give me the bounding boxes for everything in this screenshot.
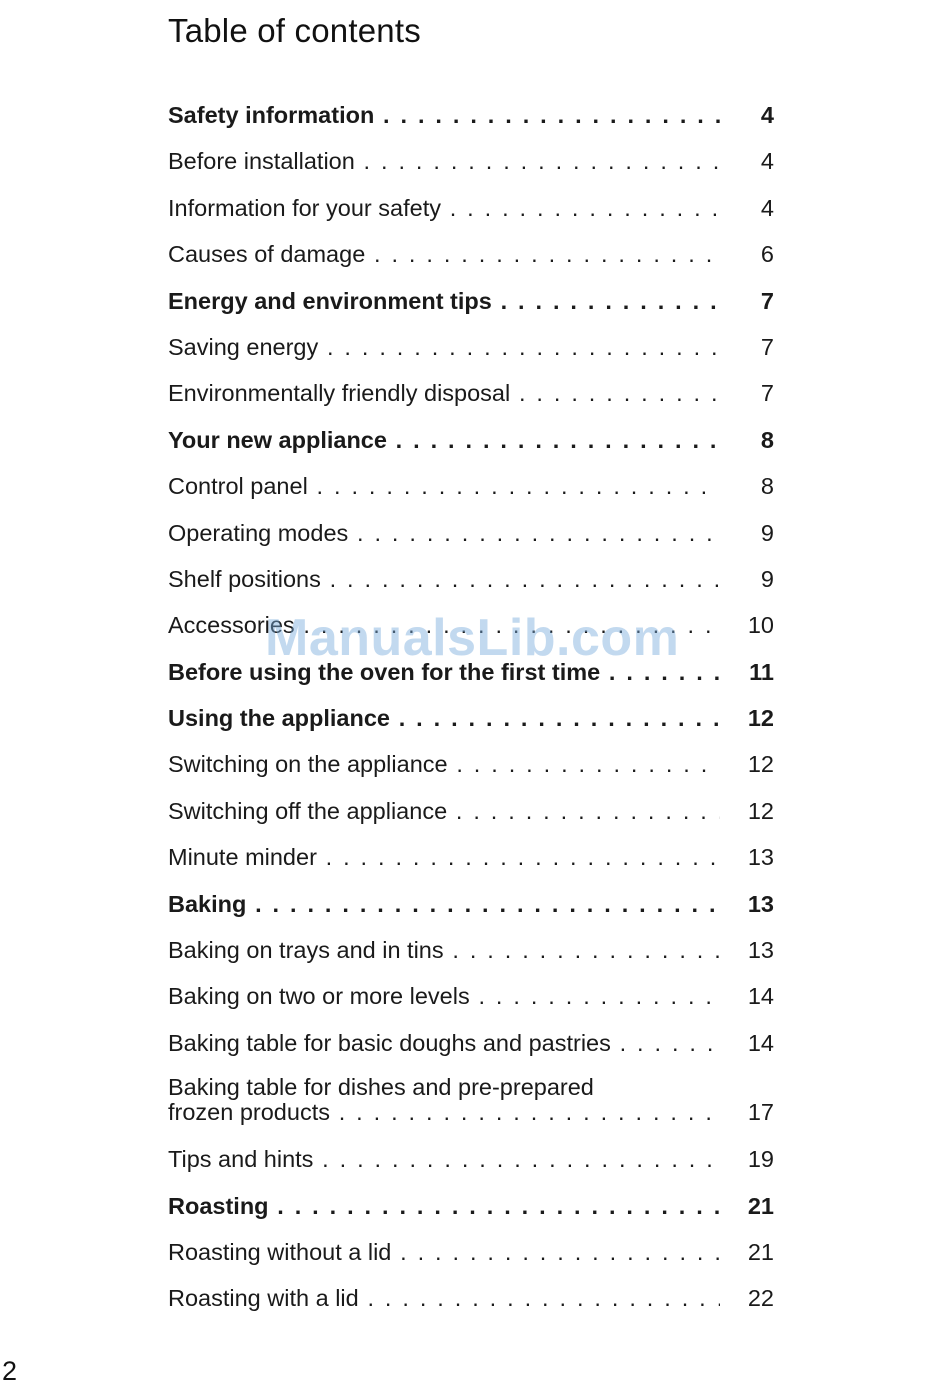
toc-entry-title: Tips and hints . . . bbox=[168, 1139, 720, 1179]
toc-entry-title: Accessories . . . bbox=[168, 605, 720, 645]
toc-entry-title: Energy and environment tips . . . bbox=[168, 281, 720, 321]
toc-entry-page-number: 14 bbox=[747, 1029, 774, 1056]
toc-entry-page-number: 17 bbox=[747, 1099, 774, 1126]
toc-entry-page-number: 7 bbox=[760, 287, 774, 314]
toc-entry-title: Roasting with a lid . . . bbox=[168, 1278, 720, 1318]
toc-entry[interactable] bbox=[168, 234, 774, 280]
toc-entry[interactable] bbox=[168, 1186, 774, 1232]
toc-entry-page-number: 13 bbox=[747, 844, 774, 871]
toc-entry[interactable] bbox=[168, 930, 774, 976]
toc-entry-title: Saving energy . . . bbox=[168, 327, 720, 367]
toc-entry[interactable] bbox=[168, 1278, 774, 1324]
toc-entry[interactable] bbox=[168, 884, 774, 930]
toc-entry[interactable] bbox=[168, 652, 774, 698]
toc-entry[interactable] bbox=[168, 837, 774, 883]
toc-entry[interactable] bbox=[168, 188, 774, 234]
toc-entry[interactable] bbox=[168, 1023, 774, 1069]
watermark: ManualsLib.com bbox=[265, 609, 680, 667]
toc-entry[interactable] bbox=[168, 1232, 774, 1278]
page-title: Table of contents bbox=[168, 12, 421, 49]
toc-entry-page-number: 4 bbox=[760, 102, 774, 128]
toc-entry-page-number: 12 bbox=[747, 705, 774, 732]
table-of-contents bbox=[168, 95, 774, 1325]
toc-entry[interactable] bbox=[168, 744, 774, 790]
toc-entry-page-number: 8 bbox=[760, 473, 774, 500]
toc-entry-page-number: 19 bbox=[747, 1146, 774, 1173]
toc-entry-page-number: 21 bbox=[747, 1192, 774, 1219]
toc-entry-page-number: 22 bbox=[747, 1285, 774, 1312]
toc-entry-page-number: 4 bbox=[760, 148, 774, 175]
toc-entry-page-number: 4 bbox=[760, 194, 774, 221]
toc-entry-page-number: 21 bbox=[747, 1238, 774, 1265]
toc-entry-page-number: 8 bbox=[760, 426, 774, 453]
toc-entry-title: Safety information . . . bbox=[168, 95, 720, 135]
toc-entry[interactable] bbox=[168, 559, 774, 605]
toc-entry-title: Before installation . . . bbox=[168, 141, 720, 181]
toc-entry-title: Roasting . . . bbox=[168, 1186, 720, 1226]
toc-entry-page-number: 9 bbox=[760, 565, 774, 592]
toc-entry-title: Baking table for basic doughs and pastries . . . bbox=[168, 1023, 720, 1063]
toc-entry-title-continued: frozen products . . . bbox=[168, 1094, 720, 1131]
toc-entry-title: Your new appliance . . . bbox=[168, 420, 720, 460]
toc-entry-page-number: 13 bbox=[747, 890, 774, 917]
toc-entry[interactable] bbox=[168, 513, 774, 559]
toc-entry-page-number: 11 bbox=[749, 658, 774, 685]
toc-entry-title: Information for your safety . . . bbox=[168, 188, 720, 228]
page-number: 2 bbox=[2, 1356, 18, 1386]
toc-entry-title: Switching off the appliance . . . bbox=[168, 791, 720, 831]
toc-entry[interactable] bbox=[168, 373, 774, 419]
toc-entry-page-number: 7 bbox=[760, 380, 774, 407]
toc-entry-title: Causes of damage . . . bbox=[168, 234, 720, 274]
toc-entry[interactable] bbox=[168, 327, 774, 373]
toc-entry[interactable] bbox=[168, 698, 774, 744]
toc-entry-title: Control panel . . . bbox=[168, 466, 720, 506]
toc-entry-title: Minute minder . . . bbox=[168, 837, 720, 877]
toc-entry[interactable] bbox=[168, 791, 774, 837]
toc-entry[interactable] bbox=[168, 605, 774, 651]
toc-entry[interactable] bbox=[168, 466, 774, 512]
toc-entry[interactable] bbox=[168, 420, 774, 466]
toc-entry-title: Baking table for dishes and pre-prepared bbox=[168, 1074, 594, 1101]
toc-entry-page-number: 10 bbox=[747, 612, 774, 639]
toc-entry-title: Roasting without a lid . . . bbox=[168, 1232, 720, 1272]
toc-entry-page-number: 6 bbox=[760, 241, 774, 268]
toc-entry-title: Before using the oven for the first time . . . bbox=[168, 652, 720, 692]
toc-entry[interactable] bbox=[168, 141, 774, 187]
toc-entry-title: Baking on two or more levels . . . bbox=[168, 976, 720, 1016]
toc-entry-page-number: 14 bbox=[747, 983, 774, 1010]
toc-entry-title: Switching on the appliance . . . bbox=[168, 744, 720, 784]
toc-entry-page-number: 9 bbox=[760, 519, 774, 546]
toc-entry[interactable] bbox=[168, 281, 774, 327]
toc-entry-title: Baking . . . bbox=[168, 884, 720, 924]
toc-entry-title: Shelf positions . . . bbox=[168, 559, 720, 599]
toc-entry[interactable] bbox=[168, 1139, 774, 1185]
toc-entry-title: Baking on trays and in tins . . . bbox=[168, 930, 720, 970]
toc-entry-title: Operating modes . . . bbox=[168, 513, 720, 553]
toc-entry-page-number: 7 bbox=[760, 333, 774, 360]
toc-entry-page-number: 13 bbox=[747, 937, 774, 964]
toc-entry[interactable] bbox=[168, 1069, 774, 1139]
toc-entry[interactable] bbox=[168, 95, 774, 141]
toc-entry-title: Environmentally friendly disposal . . . bbox=[168, 373, 720, 413]
toc-entry-page-number: 12 bbox=[747, 797, 774, 824]
toc-entry-page-number: 12 bbox=[747, 751, 774, 778]
toc-entry-title: Using the appliance . . . bbox=[168, 698, 720, 738]
toc-entry[interactable] bbox=[168, 976, 774, 1022]
